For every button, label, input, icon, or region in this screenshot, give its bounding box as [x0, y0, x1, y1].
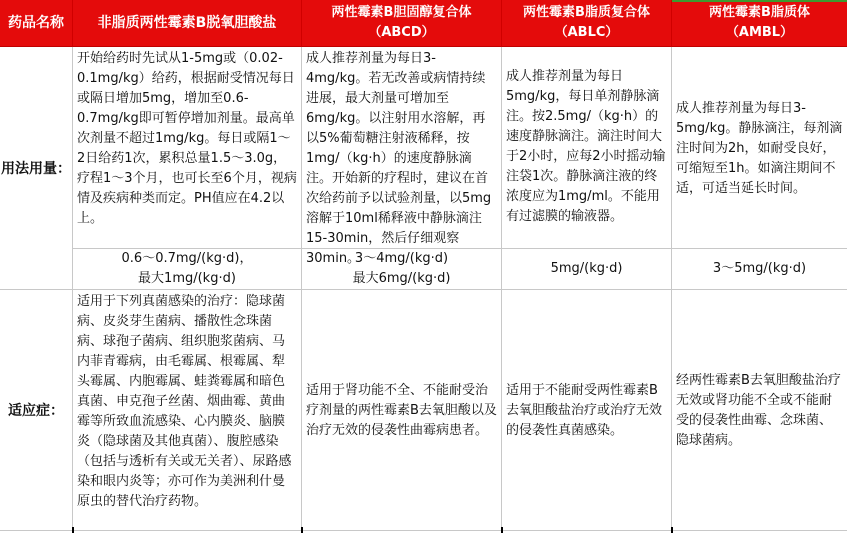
header-drug-name-text: 药品名称: [8, 15, 64, 31]
cell-border-marker: [671, 527, 673, 533]
dose-abcd-line1: 3～4mg/(kg·d): [354, 251, 449, 266]
indications-ambl: [672, 290, 847, 531]
indications-abcd: [302, 290, 502, 531]
dose-ablc: [502, 249, 672, 290]
cell-border-marker: [72, 527, 74, 533]
dose-row: [0, 249, 847, 290]
accent-strip: [672, 0, 847, 2]
header-drug-name: [0, 0, 73, 47]
usage-ambl-text: 成人推荐剂量为每日3-5mg/kg。静脉滴注，每剂滴注时间为2h，如耐受良好，可缩短至1h。如滴注期间不适，可适当延长时间。: [676, 100, 843, 196]
dose-deoxycholate: [73, 249, 302, 290]
dose-deoxycholate-line2: 最大1mg/(kg·d): [138, 271, 236, 286]
indications-ambl-text: 经两性霉素B去氧胆酸盐治疗无效或肾功能不全或不能耐受的侵袭性曲霉、念珠菌、隐球菌病。: [676, 373, 841, 448]
usage-label: 用法用量：: [1, 161, 71, 177]
header-abcd-name: 两性霉素B胆固醇复合体: [331, 5, 472, 20]
header-ablc: [502, 0, 672, 47]
dose-abcd-line2: 最大6mg/(kg·d): [352, 271, 451, 286]
header-abcd: [302, 0, 502, 47]
usage-ambl: [672, 47, 847, 249]
header-deoxycholate-text: 非脂质两性霉素B脱氧胆酸盐: [97, 15, 277, 31]
indications-abcd-text: 适用于肾功能不全、不能耐受治疗剂量的两性霉素B去氧胆酸以及治疗无效的侵袭性曲霉病患者。: [306, 383, 497, 438]
header-ambl-name: 两性霉素B脂质体: [709, 5, 810, 20]
indications-ablc-text: 适用于不能耐受两性霉素B去氧胆酸盐治疗或治疗无效的侵袭性真菌感染。: [506, 383, 663, 438]
usage-ablc: [502, 47, 672, 249]
cell-border-marker: [501, 527, 503, 533]
indications-row: [0, 290, 847, 531]
header-deoxycholate: [73, 0, 302, 47]
header-row: [0, 0, 847, 47]
usage-deoxycholate-text: 开始给药时先试从1-5mg或（0.02-0.1mg/kg）给药，根据耐受情况每日或隔日增加5mg，增加至0.6-0.7mg/kg即可暂停增加剂量。最高单次剂量不超过1mg/kg。每日或隔1～2日给药1次，累积总量1.5～3.0g，疗程1～3个月，也可长至6个月，视病情及疾病种类而定。PH值应在4.2以上。: [77, 51, 297, 226]
dose-ambl: [672, 249, 847, 290]
usage-abcd-text: 成人推荐剂量为每日3-4mg/kg。若无改善或病情持续进展，最大剂量可增加至6mg/kg。以注射用水溶解，再以5%葡萄糖注射液稀释，按1mg/（kg·h）的速度静脉滴注。开始新的疗程时，建议在首次给药前予以试验剂量，以5mg溶解于10ml稀释液中静脉滴注15-30min，然后仔细观察30min。: [306, 51, 492, 266]
indications-deoxycholate-text: 适用于下列真菌感染的治疗：隐球菌病、皮炎芽生菌病、播散性念珠菌病、球孢子菌病、组织胞浆菌病、马内菲青霉病，由毛霉属、根霉属、犁头霉属、内胞霉属、蛙粪霉属和暗色真菌、申克孢子丝菌、烟曲霉、黄曲霉等所致血流感染、心内膜炎、脑膜炎（隐球菌及其他真菌）、腹腔感染（包括与透析有关或无关者）、尿路感染和眼内炎等；亦可作为美洲利什曼原虫的替代治疗药物。: [77, 294, 292, 509]
dose-deoxycholate-line1: 0.6～0.7mg/(kg·d)，: [121, 251, 253, 266]
header-abcd-abbr: （ABCD）: [368, 25, 435, 40]
indications-deoxycholate: [73, 290, 302, 531]
dose-ablc-line1: 5mg/(kg·d): [550, 261, 623, 276]
header-ambl-abbr: （AMBL）: [725, 25, 794, 40]
dose-abcd: [302, 249, 502, 290]
indications-label: 适应症：: [8, 403, 64, 419]
indications-ablc: [502, 290, 672, 531]
dose-ambl-line1: 3～5mg/(kg·d): [712, 261, 807, 276]
usage-ablc-text: 成人推荐剂量为每日5mg/kg，每日单剂静脉滴注。按2.5mg/（kg·h）的速度静脉滴注。滴注时间大于2小时，应每2小时摇动输注袋1次。静脉滴注液的终浓度应为1mg/ml。不能用有过滤膜的输液器。: [506, 69, 666, 224]
header-ablc-name: 两性霉素B脂质复合体: [523, 5, 650, 20]
header-ambl: [672, 0, 847, 47]
indications-label-cell: [0, 290, 73, 531]
cell-border-marker: [301, 527, 303, 533]
header-ablc-abbr: （ABLC）: [554, 25, 619, 40]
usage-deoxycholate: [73, 47, 302, 249]
